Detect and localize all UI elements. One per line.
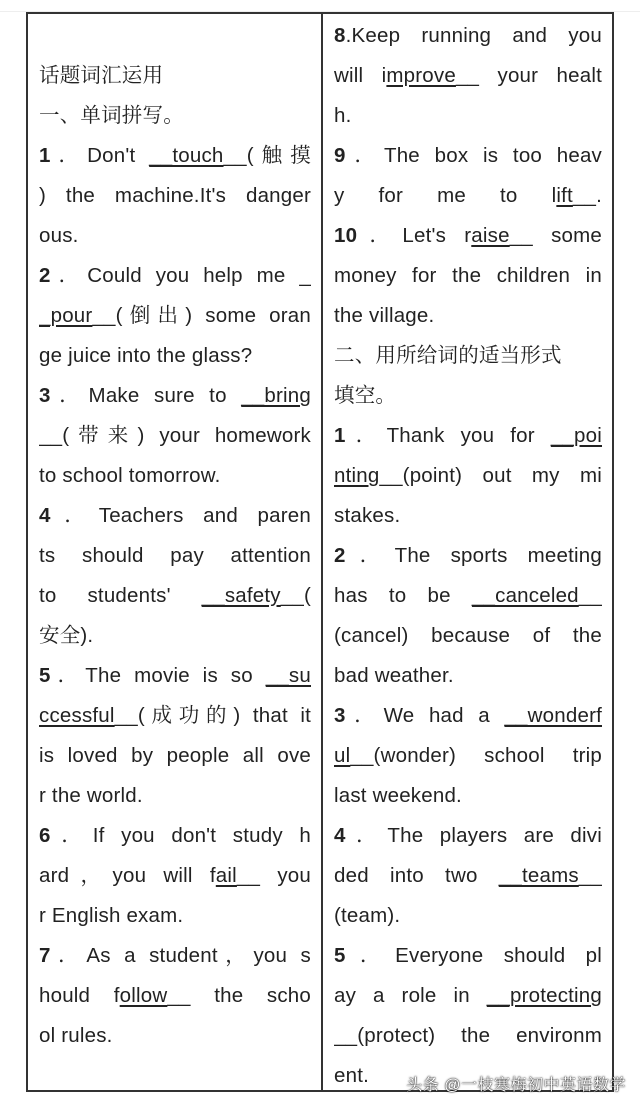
watermark: 头条 @一枝寒梅初中英语数学 xyxy=(406,1077,626,1094)
answer-text: ift xyxy=(556,184,573,207)
line-text: the village. xyxy=(334,304,435,327)
text-line xyxy=(334,416,602,456)
line-text: ent. xyxy=(334,1064,369,1087)
text-line xyxy=(39,976,311,1016)
answer-text: mprove xyxy=(386,64,456,87)
text-line xyxy=(334,656,602,696)
text-line xyxy=(39,256,311,296)
line-text: __ you xyxy=(236,864,311,887)
question-number: 5 xyxy=(334,944,346,967)
text-line xyxy=(39,816,311,856)
line-text: r the world. xyxy=(39,784,143,807)
line-text: ．The players are divi xyxy=(345,824,602,847)
line-text: ．The box is too heav xyxy=(345,144,602,167)
line-text: (team). xyxy=(334,904,401,927)
text-line xyxy=(334,816,602,856)
exercise-table xyxy=(26,12,614,1092)
line-text: stakes. xyxy=(334,504,401,527)
text-line xyxy=(334,136,602,176)
line-text: __(触摸 xyxy=(223,144,311,167)
text-line xyxy=(39,656,311,696)
line-text: __( xyxy=(280,584,311,607)
line-text: ard，you will f xyxy=(39,864,216,887)
question-number: 2 xyxy=(334,544,346,567)
answer-text: __touch xyxy=(149,144,224,167)
line-text: __. xyxy=(572,184,602,207)
answer-text: __wonderf xyxy=(504,704,602,727)
text-line xyxy=(334,1016,602,1056)
question-number: 8 xyxy=(334,24,346,47)
text-line xyxy=(39,336,311,376)
text-line xyxy=(334,496,602,536)
text-line xyxy=(334,896,602,936)
line-text: (cancel) because of the xyxy=(334,624,602,647)
answer-text: ail xyxy=(215,864,237,887)
line-text: 一、单词拼写。 xyxy=(39,104,184,127)
line-text: __(point) out my mi xyxy=(379,464,602,487)
text-line xyxy=(334,576,602,616)
line-text: __(protect) the environm xyxy=(334,1024,602,1047)
text-line xyxy=(39,696,311,736)
line-text: __(成功的) that it xyxy=(114,704,311,727)
line-text: last weekend. xyxy=(334,784,462,807)
line-text: __(带来) your homework xyxy=(39,424,311,447)
question-number: 3 xyxy=(39,384,51,407)
text-line xyxy=(334,256,602,296)
answer-text: __safety xyxy=(201,584,281,607)
line-text: ge juice into the glass? xyxy=(39,344,253,367)
text-line xyxy=(39,456,311,496)
line-text: ．Don't xyxy=(50,144,150,167)
line-text: ded into two xyxy=(334,864,499,887)
line-text: 二、用所给词的适当形式 xyxy=(334,344,562,367)
answer-text: __protecting xyxy=(486,984,602,1007)
line-text: ．Teachers and paren xyxy=(50,504,311,527)
text-line xyxy=(39,216,311,256)
text-line xyxy=(334,616,602,656)
line-text: ay a role in xyxy=(334,984,487,1007)
text-line xyxy=(334,536,602,576)
question-number: 7 xyxy=(39,944,51,967)
question-number: 5 xyxy=(39,664,51,687)
question-number: 10 xyxy=(334,224,358,247)
right-column xyxy=(323,14,612,1090)
text-line xyxy=(39,176,311,216)
line-text: hould f xyxy=(39,984,120,1007)
text-line xyxy=(39,616,311,656)
line-text: h. xyxy=(334,104,352,127)
line-text: bad weather. xyxy=(334,664,454,687)
answer-text: __canceled xyxy=(471,584,579,607)
question-number: 3 xyxy=(334,704,346,727)
question-number: 4 xyxy=(39,504,51,527)
text-line xyxy=(334,736,602,776)
text-line xyxy=(334,376,602,416)
line-text: __ some xyxy=(509,224,602,247)
text-line xyxy=(39,936,311,976)
answer-text: aise xyxy=(471,224,510,247)
line-text: r English exam. xyxy=(39,904,184,927)
line-text: y for me to l xyxy=(334,184,557,207)
text-line xyxy=(334,56,602,96)
line-text: __(倒出) some oran xyxy=(92,304,311,327)
line-text: ．We had a xyxy=(345,704,505,727)
answer-text: ccessful xyxy=(39,704,115,727)
line-text: ．Let's r xyxy=(357,224,472,247)
line-text: ．The movie is so xyxy=(50,664,266,687)
line-text: __(wonder) school trip xyxy=(350,744,602,767)
text-line xyxy=(39,856,311,896)
answer-text: ul xyxy=(334,744,351,767)
text-line xyxy=(334,216,602,256)
answer-text: __teams xyxy=(498,864,579,887)
line-text: ) the machine.It's danger xyxy=(39,184,311,207)
text-line xyxy=(39,416,311,456)
line-text: .Keep running and you xyxy=(345,24,602,47)
answer-text: __poi xyxy=(550,424,602,447)
line-text: 话题词汇运用 xyxy=(39,64,164,87)
answer-text: __bring xyxy=(241,384,311,407)
line-text: __ xyxy=(578,864,602,887)
line-text: has to be xyxy=(334,584,472,607)
line-text: 安全). xyxy=(39,624,94,647)
text-line xyxy=(39,296,311,336)
text-line xyxy=(334,176,602,216)
question-number: 1 xyxy=(334,424,346,447)
text-line xyxy=(39,16,311,56)
text-line xyxy=(334,456,602,496)
line-text: ．If you don't study h xyxy=(50,824,311,847)
question-number: 6 xyxy=(39,824,51,847)
text-line xyxy=(39,536,311,576)
text-line xyxy=(39,1016,311,1056)
line-text: is loved by people all ove xyxy=(39,744,311,767)
text-line xyxy=(334,336,602,376)
left-column xyxy=(28,14,323,1090)
line-text: ．Could you help me _ xyxy=(50,264,311,287)
text-line xyxy=(334,296,602,336)
text-line xyxy=(334,96,602,136)
line-text: ．Make sure to xyxy=(50,384,242,407)
line-text: __ xyxy=(578,584,602,607)
text-line xyxy=(334,16,602,56)
question-number: 2 xyxy=(39,264,51,287)
line-text: ol rules. xyxy=(39,1024,113,1047)
text-line xyxy=(334,776,602,816)
text-line xyxy=(39,96,311,136)
text-line xyxy=(39,896,311,936)
text-line xyxy=(39,376,311,416)
question-number: 4 xyxy=(334,824,346,847)
line-text: ．Thank you for xyxy=(345,424,551,447)
text-line xyxy=(39,576,311,616)
text-line xyxy=(39,496,311,536)
answer-text: ollow xyxy=(119,984,168,1007)
line-text: ．Everyone should pl xyxy=(345,944,602,967)
text-line xyxy=(39,1056,311,1096)
text-line xyxy=(334,696,602,736)
line-text: 填空。 xyxy=(334,384,397,407)
answer-text: _pour xyxy=(39,304,93,327)
text-line xyxy=(334,936,602,976)
text-line xyxy=(39,136,311,176)
text-line xyxy=(39,56,311,96)
line-text: to students' xyxy=(39,584,202,607)
question-number: 9 xyxy=(334,144,346,167)
answer-text: nting xyxy=(334,464,380,487)
line-text: ．As a student，you s xyxy=(50,944,311,967)
line-text: to school tomorrow. xyxy=(39,464,221,487)
text-line xyxy=(39,736,311,776)
text-line xyxy=(334,976,602,1016)
text-line xyxy=(39,776,311,816)
line-text: __ your healt xyxy=(455,64,602,87)
line-text: ts should pay attention xyxy=(39,544,311,567)
question-number: 1 xyxy=(39,144,51,167)
answer-text: __su xyxy=(265,664,311,687)
line-text: ．The sports meeting xyxy=(345,544,602,567)
line-text: __ the scho xyxy=(167,984,311,1007)
text-line xyxy=(334,856,602,896)
line-text: money for the children in xyxy=(334,264,602,287)
line-text: will i xyxy=(334,64,387,87)
line-text: ous. xyxy=(39,224,79,247)
